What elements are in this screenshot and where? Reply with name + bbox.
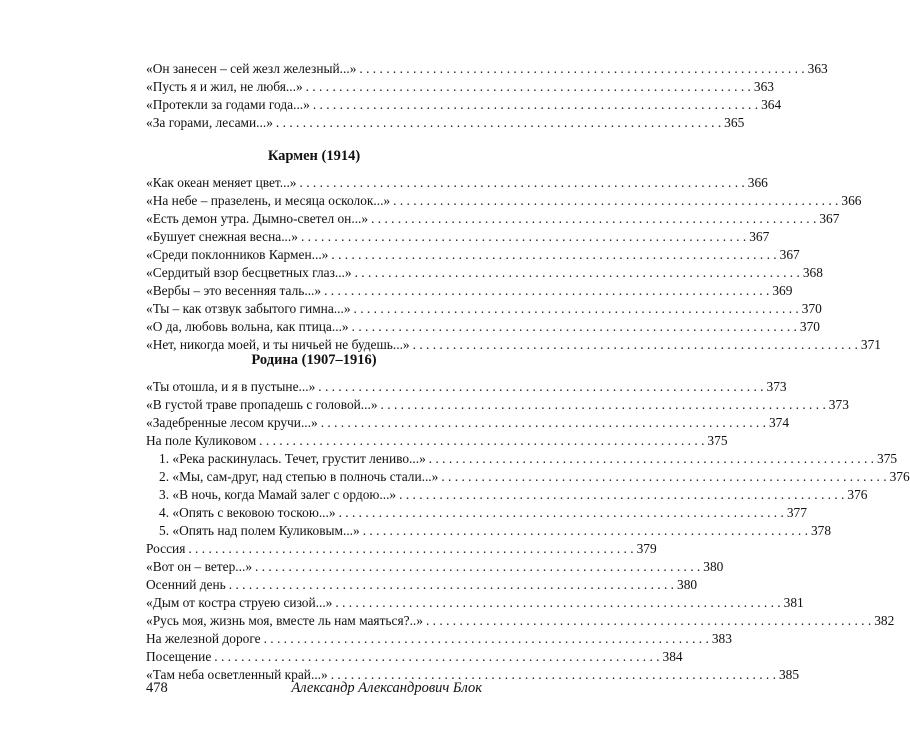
dot-leader	[429, 450, 874, 468]
dot-leader	[313, 96, 758, 114]
toc-entry	[146, 318, 820, 336]
toc-entry-page-number: 380	[703, 559, 724, 574]
toc-entry-page-number: 382	[874, 613, 895, 628]
dot-leader	[321, 414, 766, 432]
dot-leader	[352, 318, 797, 336]
toc-entry-page-number: 377	[786, 505, 807, 520]
dot-leader	[264, 630, 709, 648]
toc-entry-title: «Задебренные лесом кручи...»	[146, 415, 318, 430]
dot-leader	[441, 468, 886, 486]
toc-entry-title: «В густой траве пропадешь с головой...»	[146, 397, 378, 412]
toc-entry-title: «Дым от костра струею сизой...»	[146, 595, 333, 610]
toc-entry-title: «Среди поклонников Кармен...»	[146, 247, 329, 262]
toc-section-rodina	[146, 378, 910, 684]
toc-entry-page-number: 385	[778, 667, 800, 682]
dot-leader	[229, 576, 674, 594]
toc-section-karmen	[146, 174, 881, 354]
toc-entry	[146, 210, 840, 228]
dot-leader	[371, 210, 816, 228]
dot-leader	[214, 648, 659, 666]
toc-entry	[146, 114, 745, 132]
toc-entry	[146, 504, 807, 522]
toc-entry-title: «Ты отошла, и я в пустыне...»	[146, 379, 316, 394]
toc-entry-page-number: 365	[724, 115, 745, 130]
toc-entry-title: «Ты – как отзвук забытого гимна...»	[146, 301, 351, 316]
running-footer-author: Александр Александрович Блок	[291, 680, 482, 696]
toc-entry	[146, 174, 768, 192]
toc-entry-page-number: 375	[877, 451, 898, 466]
toc-entry-page-number: 366	[841, 193, 862, 208]
page-number: 478	[146, 680, 168, 696]
toc-entry-title: 3. «В ночь, когда Мамай залег с ордою...»	[159, 487, 397, 502]
toc-section-1	[146, 60, 828, 132]
toc-entry	[146, 612, 895, 630]
toc-entry-page-number: 379	[636, 541, 657, 556]
toc-entry	[146, 378, 787, 396]
dot-leader	[318, 378, 763, 396]
dot-leader	[399, 486, 844, 504]
toc-entry-title: «На небе – празелень, и месяца осколок...»	[146, 193, 391, 208]
toc-entry	[146, 558, 724, 576]
dot-leader	[355, 264, 800, 282]
toc-entry-page-number: 376	[889, 469, 910, 484]
toc-entry-page-number: 381	[783, 595, 804, 610]
toc-entry-title: «Он занесен – сей жезл железный...»	[146, 61, 357, 76]
toc-entry	[146, 486, 868, 504]
toc-entry-title: «Есть демон утра. Дымно-светел он...»	[146, 211, 369, 226]
toc-entry-title: 2. «Мы, сам-друг, над степью в полночь стали...»	[159, 469, 439, 484]
toc-entry	[146, 78, 774, 96]
toc-entry-page-number: 373	[828, 397, 849, 412]
toc-entry	[146, 228, 770, 246]
toc-entry	[146, 414, 790, 432]
toc-entry-title: На поле Куликовом	[146, 433, 257, 448]
dot-leader	[306, 78, 751, 96]
dot-leader	[393, 192, 838, 210]
dot-leader	[324, 282, 769, 300]
dot-leader	[426, 612, 871, 630]
dot-leader	[255, 558, 700, 576]
dot-leader	[259, 432, 704, 450]
toc-entry-title: «Протекли за годами года...»	[146, 97, 310, 112]
toc-entry-title: «За горами, лесами...»	[146, 115, 273, 130]
toc-entry-title: Россия	[146, 541, 186, 556]
dot-leader	[331, 246, 776, 264]
dot-leader	[301, 228, 746, 246]
toc-entry	[146, 60, 828, 78]
toc-entry-title: 1. «Река раскинулась. Течет, грустит лениво...»	[159, 451, 426, 466]
dot-leader	[335, 594, 780, 612]
toc-entry-page-number: 370	[799, 319, 820, 334]
toc-entry	[146, 300, 822, 318]
toc-entry	[146, 282, 793, 300]
toc-entry-page-number: 378	[810, 523, 832, 538]
toc-entry	[146, 576, 698, 594]
toc-entry	[146, 630, 732, 648]
dot-leader	[276, 114, 721, 132]
toc-entry-title: На железной дороге	[146, 631, 261, 646]
toc-entry-page-number: 373	[766, 379, 787, 394]
toc-entry	[146, 522, 832, 540]
dot-leader	[354, 300, 799, 318]
dot-leader	[339, 504, 784, 522]
toc-entry-page-number: 369	[772, 283, 793, 298]
toc-entry-page-number: 384	[662, 649, 683, 664]
toc-entry-page-number: 367	[749, 229, 770, 244]
toc-entry-page-number: 375	[707, 433, 728, 448]
toc-entry	[146, 192, 862, 210]
section-heading-rodina: Родина (1907–1916)	[251, 352, 377, 368]
toc-entry-page-number: 370	[801, 301, 822, 316]
toc-entry-title: 5. «Опять над полем Куликовым...»	[159, 523, 360, 538]
toc-entry	[146, 96, 782, 114]
toc-entry-title: «Вот он – ветер...»	[146, 559, 253, 574]
toc-entry-title: «Вербы – это весенняя таль...»	[146, 283, 322, 298]
toc-entry-page-number: 374	[768, 415, 790, 430]
toc-entry-title: «Сердитый взор бесцветных глаз...»	[146, 265, 352, 280]
toc-entry-title: «Там неба осветленный край...»	[146, 667, 328, 682]
toc-entry-title: «Русь моя, жизнь моя, вместе ль нам маяться?..»	[146, 613, 423, 628]
toc-entry-title: «Пусть я и жил, не любя...»	[146, 79, 303, 94]
toc-entry-page-number: 380	[677, 577, 698, 592]
toc-entry	[146, 540, 657, 558]
toc-entry-title: «О да, любовь вольна, как птица...»	[146, 319, 349, 334]
toc-entry-title: Осенний день	[146, 577, 226, 592]
toc-entry	[146, 468, 910, 486]
toc-entry-page-number: 367	[779, 247, 800, 262]
toc-entry	[146, 246, 800, 264]
toc-entry-title: «Как океан меняет цвет...»	[146, 175, 297, 190]
toc-entry-title: «Нет, никогда моей, и ты ничьей не будешь...»	[146, 337, 410, 352]
toc-entry-title: 4. «Опять с вековою тоскою...»	[159, 505, 336, 520]
section-heading-karmen: Кармен (1914)	[267, 148, 361, 164]
dot-leader	[381, 396, 826, 414]
toc-entry-page-number: 363	[807, 61, 828, 76]
toc-entry	[146, 432, 728, 450]
toc-entry-title: Посещение	[146, 649, 212, 664]
toc-entry	[146, 450, 898, 468]
toc-entry-page-number: 383	[711, 631, 732, 646]
toc-entry-page-number: 364	[761, 97, 782, 112]
toc-entry-page-number: 363	[753, 79, 774, 94]
toc-entry	[146, 396, 849, 414]
toc-entry-page-number: 366	[747, 175, 768, 190]
toc-entry	[146, 648, 683, 666]
toc-entry	[146, 594, 804, 612]
toc-entry-page-number: 376	[847, 487, 868, 502]
toc-entry-page-number: 368	[802, 265, 823, 280]
dot-leader	[188, 540, 633, 558]
dot-leader	[363, 522, 808, 540]
toc-entry-title: «Бушует снежная весна...»	[146, 229, 298, 244]
toc-entry-page-number: 367	[819, 211, 840, 226]
dot-leader	[300, 174, 745, 192]
toc-entry	[146, 264, 823, 282]
dot-leader	[359, 60, 804, 78]
toc-entry-page-number: 371	[860, 337, 881, 352]
